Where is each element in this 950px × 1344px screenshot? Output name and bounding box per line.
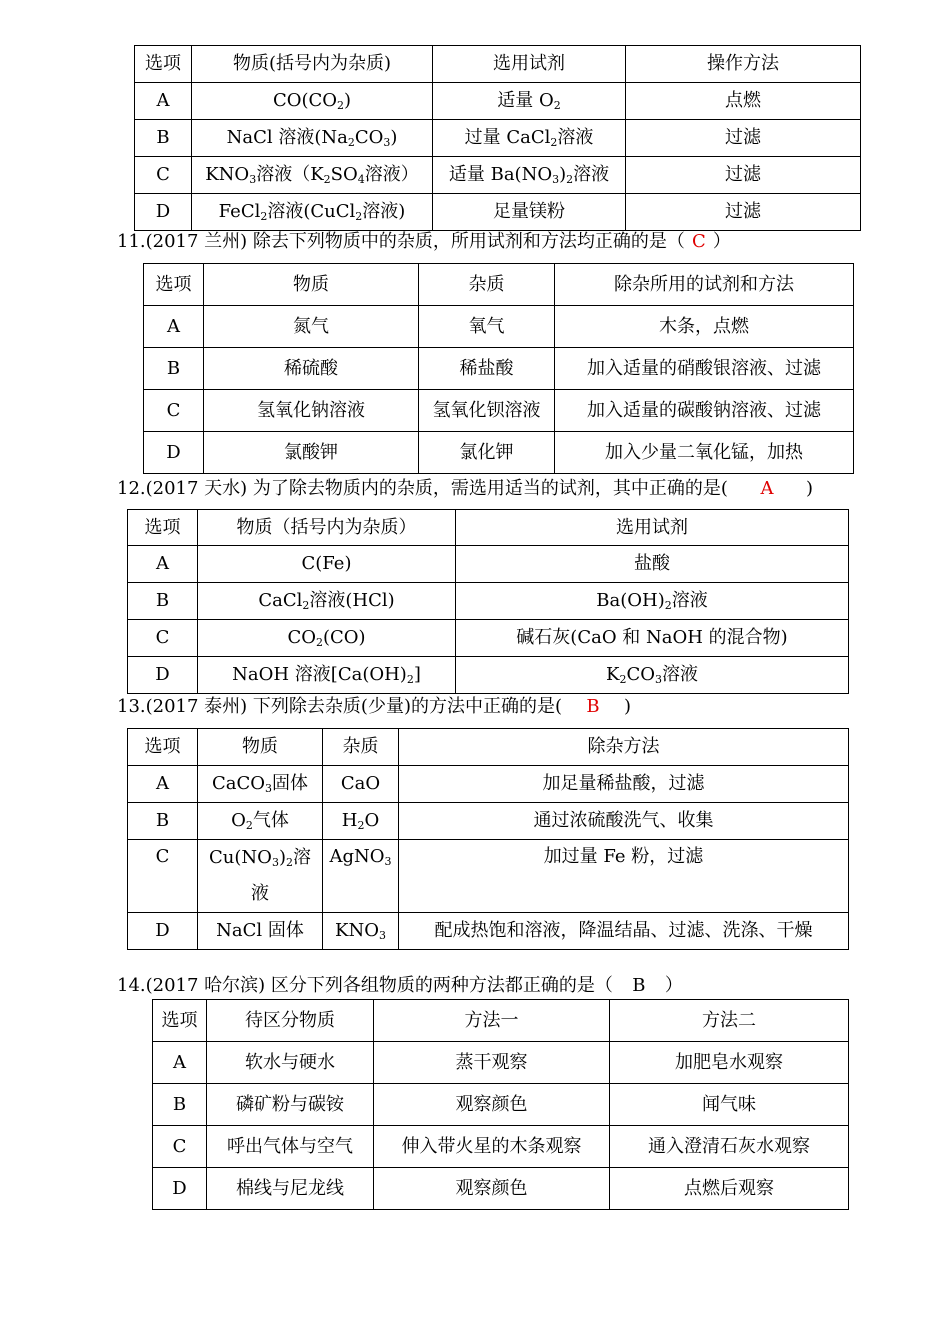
table-row [135,194,861,231]
option-cell: D [128,657,198,694]
option-cell: A [135,83,192,120]
method-cell: 木条，点燃 [555,306,854,348]
table-row [128,583,849,620]
reagent-cell: $Ba(OH)_2$溶液 [456,583,849,620]
substance-cell: 氢氧化钠溶液 [204,390,419,432]
header-cell: 除杂方法 [399,729,849,766]
table-row [144,348,854,390]
table-header-row [128,729,849,766]
method-cell: 配成热饱和溶液，降温结晶、过滤、洗涤、干燥 [399,913,849,950]
question-13 [117,696,631,718]
method-cell: 加入适量的硝酸银溶液、过滤 [555,348,854,390]
table-row [153,1042,849,1084]
question-text: 14.(2017 哈尔滨) 区分下列各组物质的两种方法都正确的是（ [117,975,613,996]
substance-cell: 软水与硬水 [207,1042,374,1084]
question-close: ） [664,975,683,996]
impurity-cell: $KNO_3$ [323,913,399,950]
method-one-cell: 观察颜色 [374,1084,610,1126]
option-cell: B [135,120,192,157]
method-cell: 过滤 [626,120,861,157]
method-two-cell: 点燃后观察 [610,1168,849,1210]
reagent-cell: 过量 CaCl$_2$溶液 [433,120,626,157]
table-row [128,546,849,583]
table-header-row [128,510,849,546]
header-cell: 物质 [204,264,419,306]
header-cell: 物质(括号内为杂质) [192,46,433,83]
answer-text: C [692,231,706,252]
reagent-cell: 适量 $Ba(NO_3)_2$溶液 [433,157,626,194]
substance-cell: 棉线与尼龙线 [207,1168,374,1210]
method-one-cell: 伸入带火星的木条观察 [374,1126,610,1168]
option-cell: D [153,1168,207,1210]
header-cell: 选项 [128,510,198,546]
substance-cell: $CO(CO_2)$ [192,83,433,120]
method-two-cell: 通入澄清石灰水观察 [610,1126,849,1168]
substance-cell: 氮气 [204,306,419,348]
answer-text: A [760,478,774,499]
table-12 [127,509,849,694]
impurity-cell: AgNO$_3$ [323,840,399,913]
method-cell: 过滤 [626,157,861,194]
table-row [128,620,849,657]
option-cell: C [128,840,198,913]
substance-cell: NaOH 溶液$[Ca(OH)_2]$ [198,657,456,694]
reagent-cell: 适量 $O_2$ [433,83,626,120]
substance-cell: $CO_2(CO)$ [198,620,456,657]
method-cell: 点燃 [626,83,861,120]
substance-cell: 稀硫酸 [204,348,419,390]
substance-cell: CaCO$_3$固体 [198,766,323,803]
method-cell: 加足量稀盐酸，过滤 [399,766,849,803]
header-cell: 待区分物质 [207,1000,374,1042]
header-cell: 除杂所用的试剂和方法 [555,264,854,306]
impurity-cell: 稀盐酸 [419,348,555,390]
substance-cell: 氯酸钾 [204,432,419,474]
impurity-cell: 氯化钾 [419,432,555,474]
table-row [135,157,861,194]
option-cell: B [153,1084,207,1126]
question-14 [117,975,683,997]
substance-cell: NaCl 固体 [198,913,323,950]
option-cell: A [144,306,204,348]
table-header-row [135,46,861,83]
question-11 [117,231,731,253]
table-row [135,120,861,157]
impurity-cell: CaO [323,766,399,803]
substance-cell: $O_2$气体 [198,803,323,840]
option-cell: C [153,1126,207,1168]
substance-cell: $Cu(NO_3)_2$溶 液 [198,840,323,913]
table-row [135,83,861,120]
table-row [153,1168,849,1210]
reagent-cell: 碱石灰(CaO 和 NaOH 的混合物) [456,620,849,657]
table-row [153,1084,849,1126]
method-one-cell: 蒸干观察 [374,1042,610,1084]
substance-cell: NaCl 溶液$(Na_2CO_3)$ [192,120,433,157]
answer-text: B [586,696,600,717]
header-cell: 选用试剂 [456,510,849,546]
header-cell: 选用试剂 [433,46,626,83]
method-cell: 加入少量二氧化锰，加热 [555,432,854,474]
impurity-cell: 氢氧化钡溶液 [419,390,555,432]
table-row [144,306,854,348]
method-cell: 通过浓硫酸洗气、收集 [399,803,849,840]
table-row [128,913,849,950]
table-row [128,840,849,913]
header-cell: 选项 [144,264,204,306]
header-cell: 选项 [128,729,198,766]
table-10 [134,45,861,231]
substance-cell: C(Fe) [198,546,456,583]
substance-cell: CaCl$_2$溶液(HCl) [198,583,456,620]
option-cell: C [144,390,204,432]
substance-cell: FeCl$_2$溶液(CuCl$_2$溶液) [192,194,433,231]
method-cell: 加过量 Fe 粉，过滤 [399,840,849,913]
header-cell: 选项 [135,46,192,83]
method-two-cell: 加肥皂水观察 [610,1042,849,1084]
substance-cell: 呼出气体与空气 [207,1126,374,1168]
method-one-cell: 观察颜色 [374,1168,610,1210]
header-cell: 方法一 [374,1000,610,1042]
option-cell: D [135,194,192,231]
reagent-cell: 足量镁粉 [433,194,626,231]
method-cell: 加入适量的碳酸钠溶液、过滤 [555,390,854,432]
reagent-cell: 盐酸 [456,546,849,583]
table-row [128,657,849,694]
question-text: 12.(2017 天水) 为了除去物质内的杂质，需选用适当的试剂，其中正确的是( [117,478,728,499]
table-header-row [144,264,854,306]
option-cell: B [144,348,204,390]
reagent-cell: $K_2CO_3$溶液 [456,657,849,694]
option-cell: B [128,803,198,840]
header-cell: 操作方法 [626,46,861,83]
table-row [128,803,849,840]
method-cell: 过滤 [626,194,861,231]
option-cell: C [135,157,192,194]
table-14 [152,999,849,1210]
question-close: ) [624,696,632,717]
header-cell: 物质 [198,729,323,766]
answer-text: B [632,975,646,996]
substance-cell: 磷矿粉与碳铵 [207,1084,374,1126]
option-cell: D [144,432,204,474]
header-cell: 选项 [153,1000,207,1042]
table-row [128,766,849,803]
header-cell: 物质（括号内为杂质） [198,510,456,546]
header-cell: 杂质 [419,264,555,306]
question-text: 13.(2017 泰州) 下列除去杂质(少量)的方法中正确的是( [117,696,562,717]
header-cell: 杂质 [323,729,399,766]
option-cell: C [128,620,198,657]
substance-cell: $KNO_3$溶液（$K_2SO_4$溶液） [192,157,433,194]
table-13 [127,728,849,950]
impurity-cell: $H_2O$ [323,803,399,840]
option-cell: B [128,583,198,620]
table-row [153,1126,849,1168]
table-row [144,390,854,432]
question-close: ） [712,231,731,252]
table-11 [143,263,854,474]
table-header-row [153,1000,849,1042]
question-text: 11.(2017 兰州) 除去下列物质中的杂质，所用试剂和方法均正确的是（ [117,231,685,252]
option-cell: A [153,1042,207,1084]
table-row [144,432,854,474]
option-cell: A [128,546,198,583]
question-12 [117,478,813,500]
method-two-cell: 闻气味 [610,1084,849,1126]
header-cell: 方法二 [610,1000,849,1042]
option-cell: D [128,913,198,950]
option-cell: A [128,766,198,803]
impurity-cell: 氧气 [419,306,555,348]
question-close: ) [805,478,813,499]
